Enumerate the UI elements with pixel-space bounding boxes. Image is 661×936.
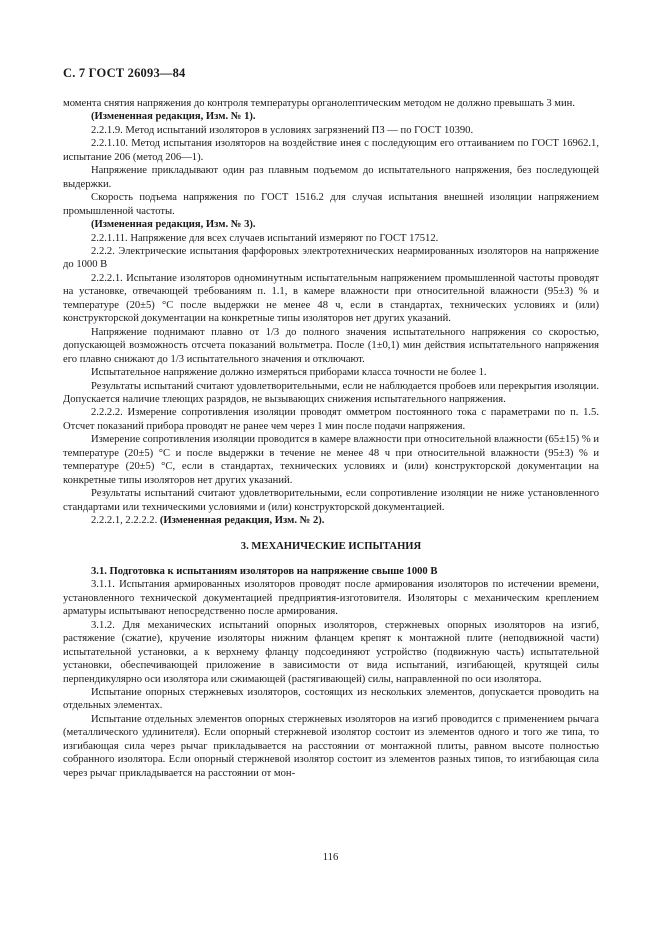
page-number: 116 bbox=[322, 852, 339, 863]
paragraph: 2.2.1.9. Метод испытаний изоляторов в условиях загрязнений ПЗ — по ГОСТ 10390. bbox=[91, 124, 474, 136]
amendment-bold: (Измененная редакция, Изм. № 2). bbox=[159, 515, 325, 527]
paragraph: 3.1.2. Для механических испытаний опорных изоляторов, стержневых опорных изоляторов на изгиб, растяжение (сжатие), кручение изоляторы нижним фланцем крепят к монтажной плите (неподвижной части) испытательной установки, а к верхнему фланцу подсоединяют устройство (подвижную часть) испытательной установки, обеспечивающей приложение в зависимости от вида испытаний, изгибающей, крутящей силы перпендикулярно оси изолятора или сжимающей (растягивающей) силы, направленной по оси изолятора. bbox=[63, 619, 599, 685]
paragraph: 2.2.2.2. Измерение сопротивления изоляции проводят омметром постоянного тока с параметрами по п. 1.5. Отсчет показаний прибора проводят не ранее чем через 1 мин после подачи напряжения. bbox=[63, 407, 599, 432]
amendment-prefix: 2.2.2.1, 2.2.2.2. bbox=[91, 515, 160, 527]
paragraph: (Измененная редакция, Изм. № 1). bbox=[91, 111, 256, 123]
document-body bbox=[63, 97, 599, 780]
paragraph: Испытательное напряжение должно измеряться приборами класса точности не более 1. bbox=[91, 367, 487, 379]
paragraph-block-1 bbox=[63, 97, 599, 514]
paragraph: Измерение сопротивления изоляции проводится в камере влажности при относительной влажности (65±15) % и температуре (20±5) °С и после выдержки в течение не менее 48 ч при относительной влажности (95±3) % и температуре (20±5) °С, если в стандартах, технических условиях и (или) конструкторской документации на конкретные типы изоляторов нет других указаний. bbox=[63, 434, 599, 486]
paragraph: Результаты испытаний считают удовлетворительными, если сопротивление изоляции не ниже установленного стандартами или техническими условиями и (или) конструкторской документацией. bbox=[63, 488, 599, 513]
paragraph: Напряжение прикладывают один раз плавным подъемом до испытательного напряжения, без последующей выдержки. bbox=[63, 165, 599, 190]
paragraph: Скорость подъема напряжения по ГОСТ 1516.2 для случая испытания внешней изоляции напряжением промышленной частоты. bbox=[63, 192, 599, 217]
paragraph: Результаты испытаний считают удовлетворительными, если не наблюдается пробоев или перекрытия изоляции. Допускается наличие тлеющих разрядов, не вызывающих снижения испытательного напряжения. bbox=[63, 380, 599, 405]
paragraph: 2.2.1.10. Метод испытания изоляторов на воздействие инея с последующим его оттаиванием по ГОСТ 16962.1, испытание 206 (метод 206—1). bbox=[63, 138, 599, 163]
page-header: С. 7 ГОСТ 26093—84 bbox=[63, 66, 186, 80]
paragraph: 3.1.1. Испытания армированных изоляторов проводят после армирования изоляторов по истечении времени, установленного технической документацией предприятия-изготовителя. Изоляторы с механическим креплением арматуры испытывают непосредственно после армирования. bbox=[63, 579, 599, 618]
paragraph: Испытание опорных стержневых изоляторов, состоящих из нескольких элементов, допускается проводить на отдельных элементах. bbox=[63, 687, 599, 712]
subsection-title: 3.1. Подготовка к испытаниям изоляторов на напряжение свыше 1000 В bbox=[91, 565, 438, 577]
paragraph: 2.2.1.11. Напряжение для всех случаев испытаний измеряют по ГОСТ 17512. bbox=[91, 232, 439, 244]
paragraph-block-2 bbox=[63, 578, 599, 780]
paragraph: момента снятия напряжения до контроля температуры органолептическим методом не должно превышать 3 мин. bbox=[63, 98, 575, 109]
paragraph: Напряжение поднимают плавно от 1/3 до полного значения испытательного напряжения со скоростью, допускающей возможность отсчета показаний вольтметра. После (1±0,1) мин действия испытательного напряжения его плавно снижают до 1/3 испытательного значения и отключают. bbox=[63, 326, 599, 365]
section-title: 3. МЕХАНИЧЕСКИЕ ИСПЫТАНИЯ bbox=[240, 540, 422, 552]
paragraph: 2.2.2.1. Испытание изоляторов одноминутным испытательным напряжением промышленной частоты проводят на установке, отвечающей требованиям п. 1.1, в камере влажности при относительной влажности (95±3) % и температуре (20±5) °С после выдержки не менее 48 ч, если в стандартах, технических условиях и (или) конструкторской документации на конкретные типы изоляторов нет других указаний. bbox=[63, 272, 599, 325]
paragraph: (Измененная редакция, Изм. № 3). bbox=[91, 219, 256, 231]
amendment-note bbox=[63, 514, 599, 527]
paragraph: Испытание отдельных элементов опорных стержневых изоляторов на изгиб проводится с применением рычага (металлического удлинителя). Если опорный стержневой изолятор состоит из элементов одного и того же типа, то изгибающая сила через рычаг прикладывается на расстоянии от монтажной плиты, равном высоте полностью собранного изолятора. Если опорный стержневой изолятор состоит из элементов разных типов, то изгибающая сила через рычаг прикладывается на расстоянии от мон- bbox=[63, 713, 599, 779]
paragraph: 2.2.2. Электрические испытания фарфоровых электротехнических неармированных изоляторов на напряжение до 1000 В bbox=[63, 245, 599, 271]
